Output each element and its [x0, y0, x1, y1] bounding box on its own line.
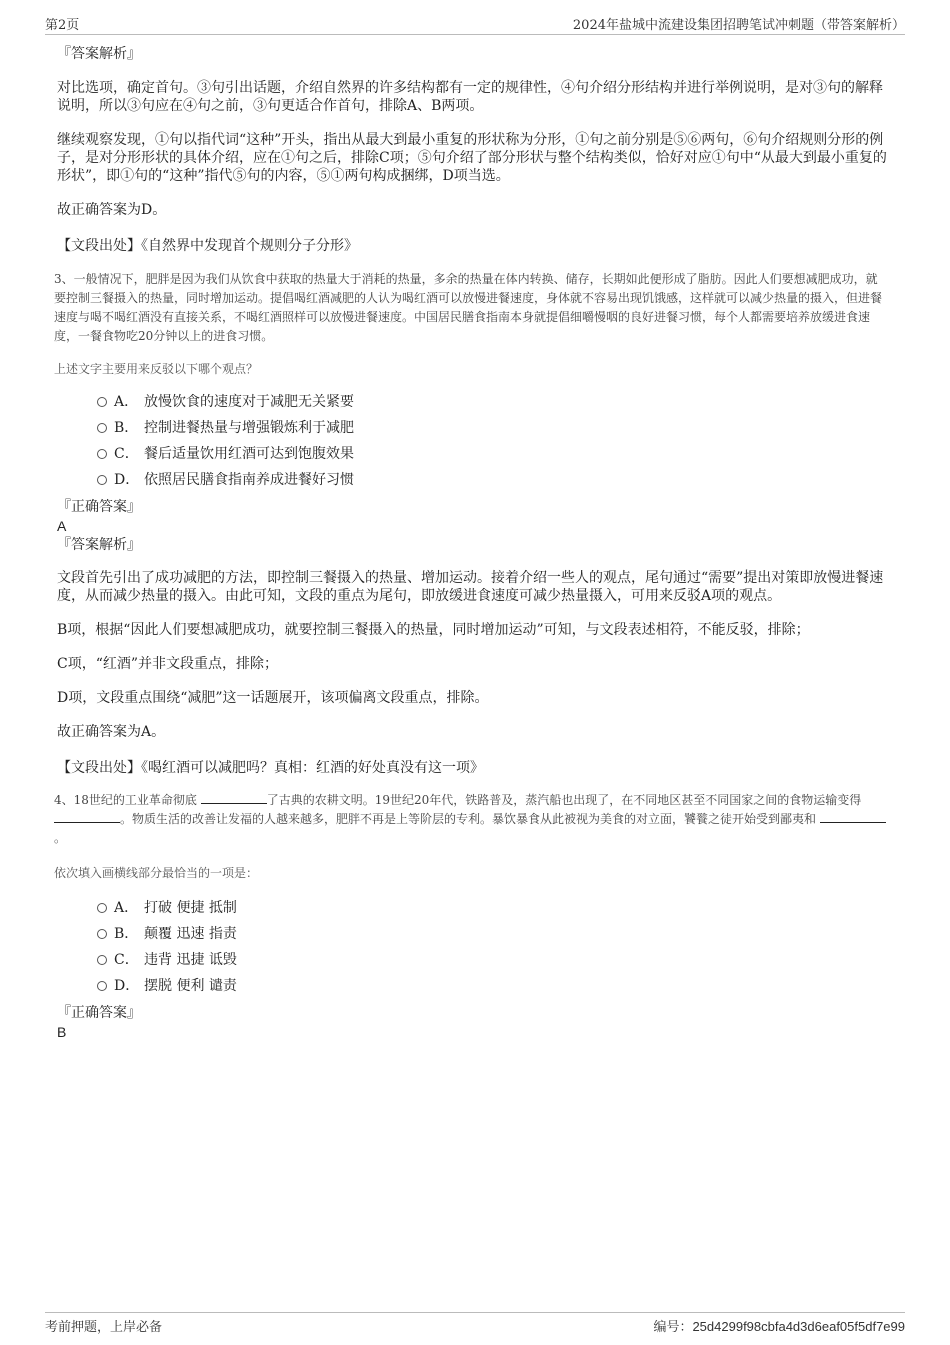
analysis-paragraph: 对比选项，确定首句。③句引出话题，介绍自然界的许多结构都有一定的规律性，④句介绍分形结构并进行举例说明，是对③句的解释说明，所以③句应在④句之前，③句更适合作首句，排除A、B两项。: [57, 80, 883, 114]
page-footer: [45, 1312, 905, 1336]
analysis-paragraph: C项，“红酒”并非文段重点，排除；: [57, 656, 279, 672]
radio-button[interactable]: [97, 397, 107, 407]
option-b[interactable]: B． 颠覆 迅速 指责: [57, 921, 887, 947]
radio-button[interactable]: [97, 475, 107, 485]
document-code: 编号：25d4299f98cbfa4d3d6eaf05f5df7e99: [653, 1319, 905, 1334]
options-list: [57, 895, 887, 999]
passage-source: 【文段出处】《喝红酒可以减肥吗？真相：红酒的好处真没有这一项》: [57, 760, 484, 776]
option-b[interactable]: B． 控制进餐热量与增强锻炼利于减肥: [57, 415, 887, 441]
fill-blank: [54, 810, 120, 823]
question-stem: 3、一般情况下，肥胖是因为我们从饮食中获取的热量大于消耗的热量，多余的热量在体内转换、储存，长期如此便形成了脂肪。因此人们要想减肥成功，就要控制三餐摄入的热量，同时增加运动。提倡喝红酒减肥的人认为喝红酒可以放慢进餐速度，身体就不容易出现饥饿感，这样就可以减少热量的摄入，但进餐速度与喝不喝红酒没有直接关系，不喝红酒照样可以放慢进餐速度。中国居民膳食指南本身就提倡细嚼慢咽的良好进餐习惯，每个人都需要培养放缓进食速度，一餐食物吃20分钟以上的进食习惯。: [54, 272, 883, 343]
analysis-paragraph: 继续观察发现，①句以指代词“这种”开头，指出从最大到最小重复的形状称为分形，①句之前分别是⑤⑥两句，⑥句介绍规则分形的例子，是对分形形状的具体介绍，应在①句之后，排除C项；⑤句介绍了部分形状与整个结构类似，恰好对应①句中“从最大到最小重复的形状”，即①句的“这种”指代⑤句的内容，⑤①两句构成捆绑，D项当选。: [57, 132, 887, 184]
options-list: [57, 389, 887, 493]
analysis-paragraph: D项，文段重点围绕“减肥”这一话题展开，该项偏离文段重点，排除。: [57, 690, 489, 706]
radio-button[interactable]: [97, 981, 107, 991]
analysis-paragraph: 文段首先引出了成功减肥的方法，即控制三餐摄入的热量、增加运动。接着介绍一些人的观点，尾句通过“需要”提出对策即放慢进餐速度，从而减少热量的摄入。由此可知，文段的重点为尾句，即放缓进食速度可减少热量摄入，可用来反驳A项的观点。: [57, 570, 884, 604]
radio-button[interactable]: [97, 929, 107, 939]
correct-answer: A: [57, 518, 67, 534]
correct-answer-label: 『正确答案』: [57, 499, 141, 515]
option-d[interactable]: D． 摆脱 便利 谴责: [57, 973, 887, 999]
correct-answer: B: [57, 1024, 67, 1040]
footer-slogan: 考前押题，上岸必备: [45, 1320, 163, 1335]
option-c[interactable]: C． 违背 迅捷 诋毁: [57, 947, 887, 973]
radio-button[interactable]: [97, 423, 107, 433]
fill-blank: [820, 810, 886, 823]
passage-source: 【文段出处】《自然界中发现首个规则分子分形》: [57, 238, 358, 254]
fill-blank: [201, 791, 267, 804]
analysis-paragraph: 故正确答案为D。: [57, 202, 167, 218]
question-stem: 4、18世纪的工业革命彻底 了古典的农耕文明。19世纪20年代，铁路普及，蒸汽船也出现了，在不同地区甚至不同国家之间的食物运输变得 。物质生活的改善让发福的人越来越多，肥胖不再是上等阶层的专利。暴饮暴食从此被视为美食的对立面，饕餮之徒开始受到鄙夷和 。: [54, 791, 887, 848]
option-c[interactable]: C． 餐后适量饮用红酒可达到饱腹效果: [57, 441, 887, 467]
option-a[interactable]: A． 打破 便捷 抵制: [57, 895, 887, 921]
option-d[interactable]: D． 依照居民膳食指南养成进餐好习惯: [57, 467, 887, 493]
option-a[interactable]: A． 放慢饮食的速度对于减肥无关紧要: [57, 389, 887, 415]
answer-analysis-label: 『答案解析』: [57, 537, 141, 553]
correct-answer-label: 『正确答案』: [57, 1005, 141, 1021]
question-prompt: 依次填入画横线部分最恰当的一项是：: [54, 866, 259, 880]
answer-analysis-label: 『答案解析』: [57, 46, 141, 62]
document-title: 2024年盐城中流建设集团招聘笔试冲刺题（带答案解析）: [572, 18, 905, 33]
question-prompt: 上述文字主要用来反驳以下哪个观点？: [54, 362, 259, 376]
analysis-paragraph: B项，根据“因此人们要想减肥成功，就要控制三餐摄入的热量，同时增加运动”可知，与文段表述相符，不能反驳，排除；: [57, 622, 810, 638]
radio-button[interactable]: [97, 955, 107, 965]
radio-button[interactable]: [97, 449, 107, 459]
analysis-paragraph: 故正确答案为A。: [57, 724, 166, 740]
page-content: [54, 44, 887, 1041]
radio-button[interactable]: [97, 903, 107, 913]
page-header: [45, 14, 905, 35]
page-number: 第2页: [45, 18, 80, 33]
